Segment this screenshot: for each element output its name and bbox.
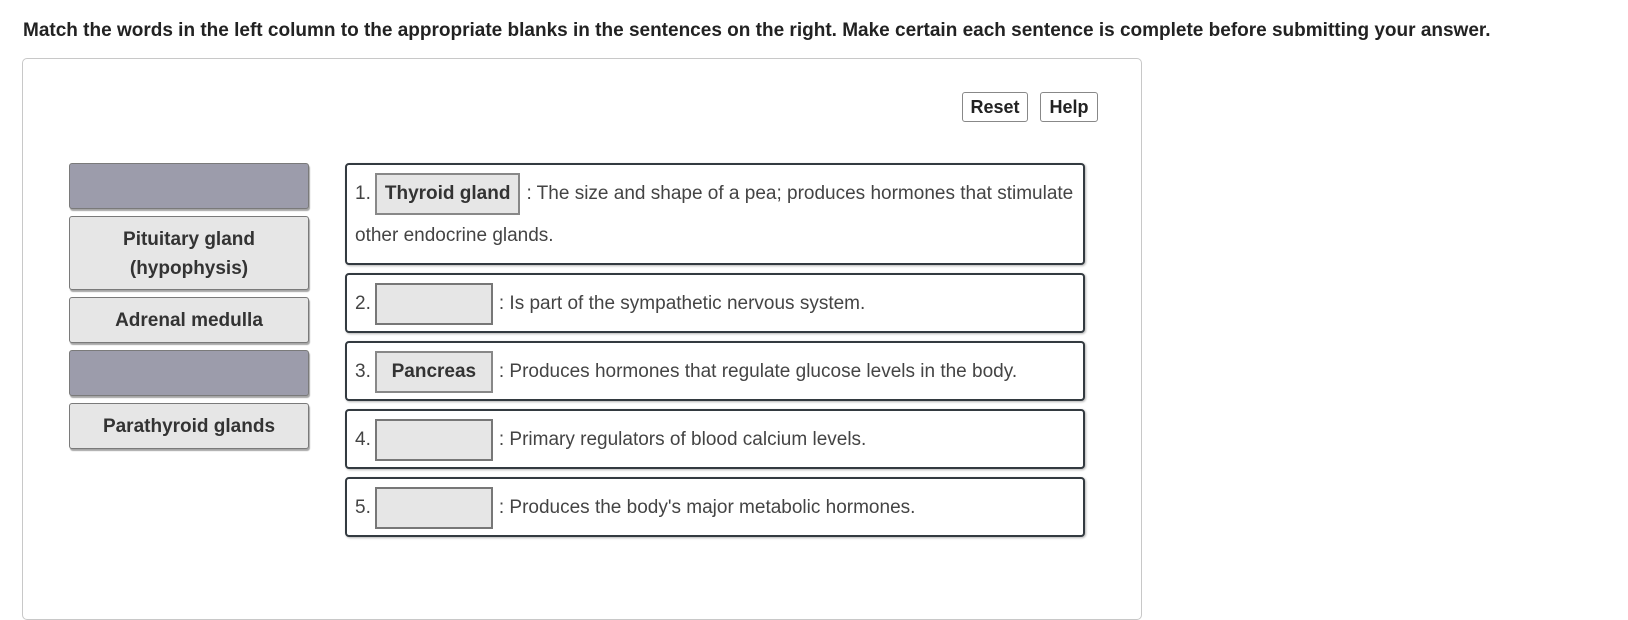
word-slot-empty [69,350,309,396]
sentence-5 [345,477,1085,537]
sentence-1 [345,163,1085,265]
sentence-list [345,163,1085,545]
sentence-4 [345,409,1085,469]
sentence-text: : Primary regulators of blood calcium levels. [498,429,867,451]
sentence-number: 3. [355,361,371,383]
word-pituitary-gland[interactable]: Pituitary gland (hypophysis) [69,216,309,290]
answer-blank-4[interactable] [375,419,493,461]
answer-blank-2[interactable] [375,283,493,325]
sentence-number: 4. [355,429,371,451]
answer-blank-3[interactable]: Pancreas [375,351,493,393]
word-parathyroid-glands[interactable]: Parathyroid glands [69,403,309,449]
sentence-number: 5. [355,497,371,519]
reset-button[interactable]: Reset [962,92,1028,122]
answer-blank-1[interactable]: Thyroid gland [375,173,521,215]
word-slot-empty [69,163,309,209]
answer-blank-5[interactable] [375,487,493,529]
sentence-2 [345,273,1085,333]
word-adrenal-medulla[interactable]: Adrenal medulla [69,297,309,343]
help-button[interactable]: Help [1040,92,1098,122]
sentence-number: 2. [355,293,371,315]
instructions-text: Match the words in the left column to the appropriate blanks in the sentences on the right. Make certain each sentence is complete before submitting your answer. [23,20,1491,41]
word-bank [69,163,309,456]
sentence-text: : Produces the body's major metabolic hormones. [498,497,916,519]
sentence-text: : The size and shape of a pea; produces hormones that stimulate other endocrine glands. [355,183,1074,247]
sentence-text: : Produces hormones that regulate glucose levels in the body. [498,361,1018,383]
sentence-number: 1. [355,183,371,204]
sentence-3 [345,341,1085,401]
sentence-text: : Is part of the sympathetic nervous system. [498,293,866,315]
